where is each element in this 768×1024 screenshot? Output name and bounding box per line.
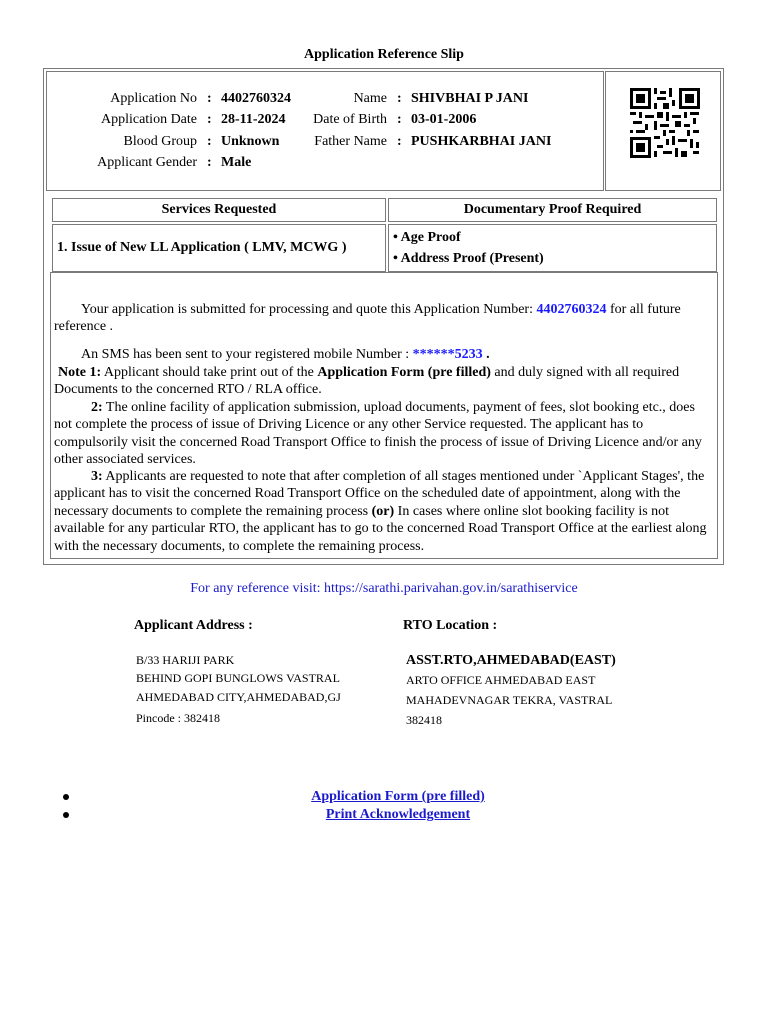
note-3-text: Applicants are requested to note that after completion of all stages mentioned under `Applicant Stages', the applicant has to visit the concerned Road Transport Office on the scheduled date of appointment, along with the necessary documents to complete the remaining process: [54, 469, 705, 519]
applicant-address-header: Applicant Address :: [134, 618, 253, 633]
note-1-label: Note 1:: [58, 365, 102, 380]
father-label: Father Name: [314, 134, 387, 149]
rto-address-line: ARTO OFFICE AHMEDABAD EAST: [406, 673, 596, 687]
list-item: [60, 789, 750, 807]
list-item: [60, 807, 750, 825]
address-pincode: Pincode : 382418: [136, 711, 220, 725]
submission-notice: [54, 301, 714, 336]
services-requested-header: Services Requested: [52, 198, 386, 222]
app-date-label: Application Date: [100, 112, 197, 127]
proof-item: • Address Proof (Present): [393, 251, 544, 266]
address-line: B/33 HARIJI PARK: [136, 653, 235, 667]
father-value: PUSHKARBHAI JANI: [411, 134, 552, 149]
colon: :: [397, 134, 402, 149]
note-2-text: The online facility of application submission, upload documents, payment of fees, slot booking etc., does not complete the process of issue of Driving Licence or any other Service requested. The applicant has to compulsorily visit the concerned Road Transport Office to finish the process of issue of Driving Licence and/or any other associated services.: [54, 400, 702, 468]
note-3-or: (or): [371, 503, 395, 519]
rto-pincode: 382418: [406, 713, 442, 727]
page-title: Application Reference Slip: [304, 47, 464, 62]
sms-text: An SMS has been sent to your registered mobile Number :: [81, 347, 413, 362]
documentary-proof-header: Documentary Proof Required: [388, 198, 717, 222]
submission-text: Your application is submitted for processing and quote this Application Number:: [81, 302, 537, 317]
colon: :: [207, 112, 212, 127]
link-list: [60, 789, 750, 825]
colon: :: [207, 91, 212, 106]
proof-list: [388, 224, 717, 272]
application-number: 4402760324: [536, 302, 607, 317]
note-3: [54, 468, 714, 555]
sms-text-end: .: [482, 347, 490, 362]
address-line: AHMEDABAD CITY,AHMEDABAD,GJ: [136, 690, 341, 704]
qr-box: [605, 71, 721, 191]
print-acknowledgement-link[interactable]: Print Acknowledgement: [325, 807, 471, 822]
note-1: [54, 364, 714, 399]
colon: :: [207, 134, 212, 149]
note-3-label: 3:: [91, 469, 103, 484]
dob-value: 03-01-2006: [411, 112, 477, 127]
notes-box: [50, 272, 718, 559]
service-item: 1. Issue of New LL Application ( LMV, MCWG ): [52, 224, 386, 272]
app-date-value: 28-11-2024: [221, 112, 286, 127]
masked-mobile-number: ******5233: [412, 347, 483, 362]
rto-address-line: MAHADEVNAGAR TEKRA, VASTRAL: [406, 693, 613, 707]
name-label: Name: [353, 91, 387, 106]
address-line: BEHIND GOPI BUNGLOWS VASTRAL: [136, 671, 340, 685]
note-2: [54, 399, 714, 469]
colon: :: [397, 112, 402, 127]
name-value: SHIVBHAI P JANI: [411, 91, 529, 106]
dob-label: Date of Birth: [313, 112, 387, 127]
blood-group-value: Unknown: [221, 134, 280, 149]
note-1-text-end: and duly signed with all required Documents to the concerned RTO / RLA office.: [54, 365, 680, 398]
colon: :: [207, 155, 212, 170]
gender-label: Applicant Gender: [97, 155, 197, 170]
proof-item: • Age Proof: [393, 230, 461, 245]
application-form-link[interactable]: Application Form (pre filled): [311, 789, 485, 804]
sms-notice: [54, 346, 714, 363]
note-2-label: 2:: [91, 400, 103, 415]
gender-value: Male: [221, 155, 252, 170]
application-form-mention: Application Form (pre filled): [317, 365, 491, 380]
applicant-info-box: [46, 71, 604, 191]
rto-location-header: RTO Location :: [403, 618, 498, 633]
blood-group-label: Blood Group: [123, 134, 197, 149]
reference-link[interactable]: For any reference visit: https://sarathi.parivahan.gov.in/sarathiservice: [190, 581, 578, 596]
note-1-text: Applicant should take print out of the: [101, 365, 318, 380]
rto-name: ASST.RTO,AHMEDABAD(EAST): [406, 653, 616, 668]
app-no-label: Application No: [110, 91, 197, 106]
qr-code-icon: [630, 88, 700, 158]
note-3-text-end: In cases where online slot booking facility is not available for any particular RTO, the applicant has to go to the concerned Road Transport Office at the earliest along with the necessary documents, to complete the remaining process.: [54, 503, 707, 554]
services-table: [50, 196, 719, 274]
app-no-value: 4402760324: [221, 91, 291, 106]
submission-text-end: for all future reference .: [54, 302, 681, 335]
colon: :: [397, 91, 402, 106]
